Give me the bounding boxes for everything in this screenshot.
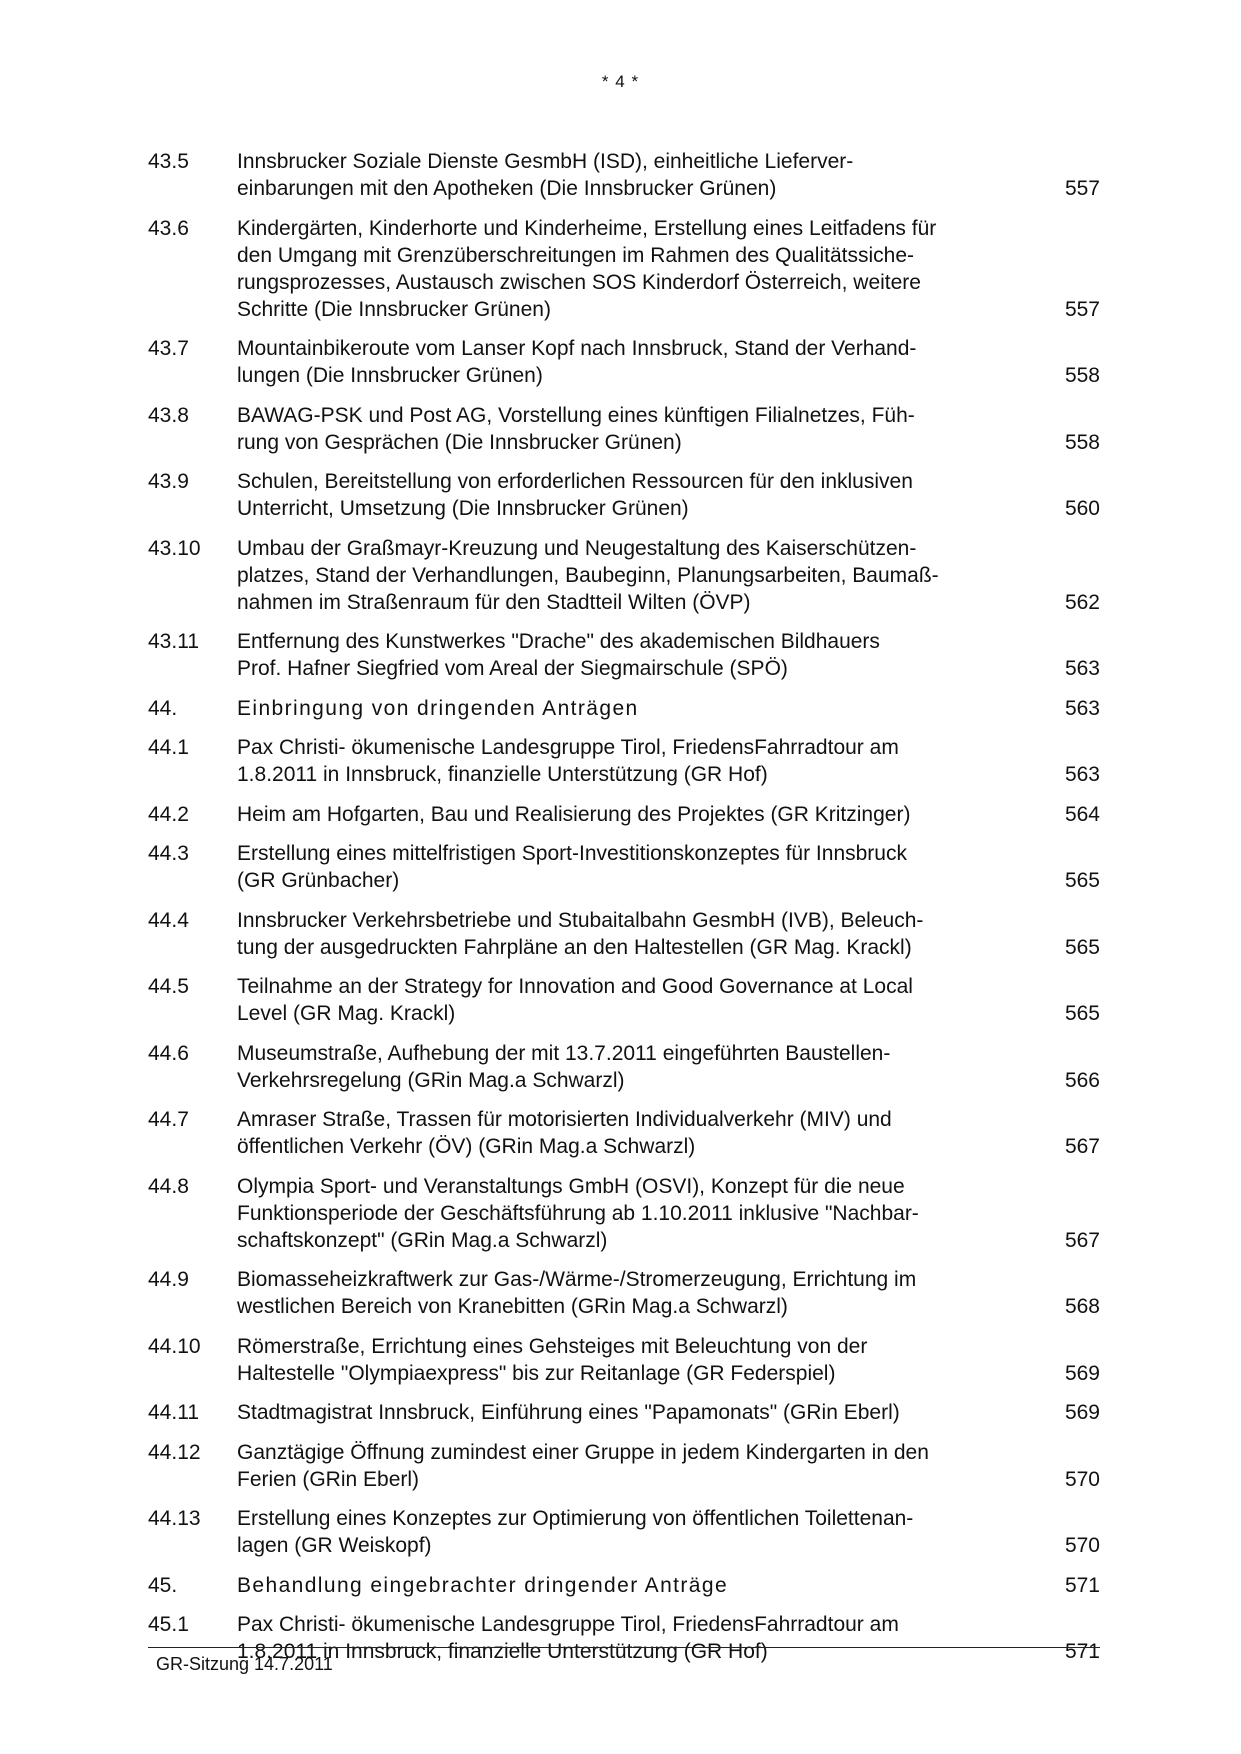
toc-entry-title: Olympia Sport- und Veranstaltungs GmbH (OSVI), Konzept für die neue Funktionsperiode der Geschäftsführung ab 1.10.2011 inklusive "Nachbar- schaftskonzept" (GRin Mag.a Schwarzl) (237, 1174, 919, 1252)
toc-entry-title: Innsbrucker Verkehrsbetriebe und Stubaitalbahn GesmbH (IVB), Beleuch- tung der ausgedruckten Fahrpläne an den Haltestellen (GR Mag. Krackl) (237, 908, 924, 959)
toc-entry-page: 570 (1064, 1467, 1100, 1491)
toc-entry (148, 1399, 1100, 1426)
toc-entry (148, 1439, 1100, 1493)
toc-entry-page: 562 (1064, 590, 1100, 614)
toc-entry (148, 1040, 1100, 1094)
toc-entry-page: 558 (1064, 430, 1100, 454)
toc-entry-page: 557 (1064, 297, 1100, 321)
toc-entry-page: 567 (1064, 1135, 1100, 1158)
toc-entry-page: 567 (1064, 1228, 1100, 1252)
toc-entry-title: Einbringung von dringenden Anträgen (237, 696, 639, 720)
toc-entry-number: 44.3 (148, 842, 189, 865)
toc-section-heading (148, 695, 1100, 722)
toc-entry-title: Erstellung eines mittelfristigen Sport-Investitionskonzeptes für Innsbruck (GR Grünbacher) (237, 842, 907, 892)
toc-entry (148, 215, 1100, 323)
toc-entry-page: 569 (1064, 1401, 1100, 1424)
toc-entry-title: Kindergärten, Kinderhorte und Kinderheime, Erstellung eines Leitfadens für den Umgang mit Grenzüberschreitungen im Rahmen des Qualitätssiche- rungsprozesses, Austausch zwischen SOS Kinderdorf Österreich, weitere Schritte (Die Innsbrucker Grünen) (237, 216, 937, 321)
toc-entry (148, 402, 1100, 456)
toc-entry-page: 564 (1064, 802, 1100, 826)
toc-entry (148, 840, 1100, 894)
toc-entry-page: 563 (1064, 763, 1100, 786)
toc-entry-title: Pax Christi- ökumenische Landesgruppe Tirol, FriedensFahrradtour am 1.8.2011 in Innsbruck, finanzielle Unterstützung (GR Hof) (237, 1613, 899, 1663)
toc-entry-page: 570 (1064, 1534, 1100, 1557)
toc-entry-number: 43.11 (148, 630, 199, 653)
toc-entry-number: 43.7 (148, 337, 189, 360)
toc-entry-number: 44.7 (148, 1108, 189, 1131)
toc-entry (148, 907, 1100, 961)
toc-entry-title: Schulen, Bereitstellung von erforderlichen Ressourcen für den inklusiven Unterricht, Umsetzung (Die Innsbrucker Grünen) (237, 470, 913, 520)
toc-entry-title: Teilnahme an der Strategy for Innovation and Good Governance at Local Level (GR Mag. Krackl) (237, 975, 913, 1025)
toc-entry-number: 43.6 (148, 216, 189, 240)
toc-entry-page: 568 (1064, 1295, 1100, 1318)
toc-entry-page: 565 (1064, 869, 1100, 892)
toc-entry (148, 1266, 1100, 1320)
page-number: * 4 * (601, 72, 640, 91)
toc-entry-title: Biomasseheizkraftwerk zur Gas-/Wärme-/Stromerzeugung, Errichtung im westlichen Bereich von Kranebitten (GRin Mag.a Schwarzl) (237, 1268, 917, 1318)
toc-section-heading (148, 1572, 1100, 1599)
toc-entry-number: 44.9 (148, 1268, 189, 1291)
toc-entry (148, 973, 1100, 1027)
toc-entry-number: 45. (148, 1573, 178, 1597)
toc-entry-number: 44.1 (148, 736, 189, 759)
toc-entry-number: 43.9 (148, 470, 189, 493)
toc-entry-number: 44.5 (148, 975, 189, 998)
toc-entry-page: 571 (1064, 1640, 1100, 1663)
toc-entry-page: 558 (1064, 364, 1100, 387)
toc-entry-page: 563 (1064, 657, 1100, 680)
toc-entry-title: Umbau der Graßmayr-Kreuzung und Neugestaltung des Kaiserschützen- platzes, Stand der Verhandlungen, Baubeginn, Planungsarbeiten, Baumaß- nahmen im Straßenraum für den Stadtteil Wilten (ÖVP) (237, 536, 939, 614)
toc-entry-title: Mountainbikeroute vom Lanser Kopf nach Innsbruck, Stand der Verhand- lungen (Die Innsbrucker Grünen) (237, 337, 917, 387)
toc-entry-title: Erstellung eines Konzeptes zur Optimierung von öffentlichen Toilettenan- lagen (GR Weiskopf) (237, 1507, 914, 1557)
toc-entry-number: 44.13 (148, 1507, 201, 1530)
toc-entry-page: 557 (1064, 177, 1100, 200)
toc-entry-title: Stadtmagistrat Innsbruck, Einführung eines "Papamonats" (GRin Eberl) (237, 1401, 900, 1424)
toc-entry-number: 44.4 (148, 908, 189, 932)
toc-entry-title: Entfernung des Kunstwerkes "Drache" des akademischen Bildhauers Prof. Hafner Siegfried vom Areal der Siegmairschule (SPÖ) (237, 630, 880, 680)
toc-entry (148, 628, 1100, 682)
toc-entry-page: 563 (1064, 696, 1100, 720)
toc-entry (148, 734, 1100, 788)
toc-entry (148, 1173, 1100, 1254)
toc-entry-number: 43.5 (148, 150, 189, 173)
table-of-contents (148, 148, 1100, 1678)
toc-entry (148, 801, 1100, 828)
footer-rule (148, 1647, 1100, 1648)
toc-entry-number: 45.1 (148, 1613, 189, 1636)
toc-entry-title: Heim am Hofgarten, Bau und Realisierung des Projektes (GR Kritzinger) (237, 802, 911, 826)
toc-entry-title: Ganztägige Öffnung zumindest einer Gruppe in jedem Kindergarten in den Ferien (GRin Eberl) (237, 1440, 929, 1491)
toc-entry (148, 468, 1100, 522)
toc-entry-page: 560 (1064, 497, 1100, 520)
toc-entry-number: 44.10 (148, 1334, 201, 1358)
toc-entry-title: Museumstraße, Aufhebung der mit 13.7.2011 eingeführten Baustellen- Verkehrsregelung (GRin Mag.a Schwarzl) (237, 1041, 891, 1092)
toc-entry-title: Pax Christi- ökumenische Landesgruppe Tirol, FriedensFahrradtour am 1.8.2011 in Innsbruck, finanzielle Unterstützung (GR Hof) (237, 736, 899, 786)
toc-entry (148, 1106, 1100, 1160)
toc-entry-number: 43.10 (148, 536, 201, 560)
toc-entry (148, 1333, 1100, 1387)
toc-entry-number: 43.8 (148, 403, 189, 427)
footer-text: GR-Sitzung 14.7.2011 (156, 1654, 333, 1674)
toc-entry (148, 335, 1100, 389)
toc-entry (148, 1505, 1100, 1559)
toc-entry-title: Behandlung eingebrachter dringender Anträge (237, 1573, 729, 1597)
toc-entry (148, 535, 1100, 616)
toc-entry (148, 148, 1100, 202)
toc-entry-number: 44.2 (148, 802, 189, 826)
toc-entry-title: BAWAG-PSK und Post AG, Vorstellung eines künftigen Filialnetzes, Füh- rung von Gesprächen (Die Innsbrucker Grünen) (237, 403, 915, 454)
toc-entry-page: 566 (1064, 1068, 1100, 1092)
toc-entry-title: Römerstraße, Errichtung eines Gehsteiges mit Beleuchtung von der Haltestelle "Olympiaexpress" bis zur Reitanlage (GR Federspiel) (237, 1334, 868, 1385)
toc-entry-page: 565 (1064, 935, 1100, 959)
toc-entry-page: 565 (1064, 1002, 1100, 1025)
toc-entry-number: 44. (148, 696, 178, 720)
toc-entry-title: Amraser Straße, Trassen für motorisierten Individualverkehr (MIV) und öffentlichen Verkehr (ÖV) (GRin Mag.a Schwarzl) (237, 1108, 892, 1158)
toc-entry-page: 571 (1064, 1573, 1100, 1597)
toc-entry-number: 44.8 (148, 1174, 189, 1198)
toc-entry-title: Innsbrucker Soziale Dienste GesmbH (ISD), einheitliche Lieferver- einbarungen mit den Apotheken (Die Innsbrucker Grünen) (237, 150, 854, 200)
toc-entry-page: 569 (1064, 1361, 1100, 1385)
toc-entry-number: 44.6 (148, 1041, 189, 1065)
toc-entry-number: 44.12 (148, 1440, 201, 1464)
toc-entry-number: 44.11 (148, 1401, 199, 1424)
